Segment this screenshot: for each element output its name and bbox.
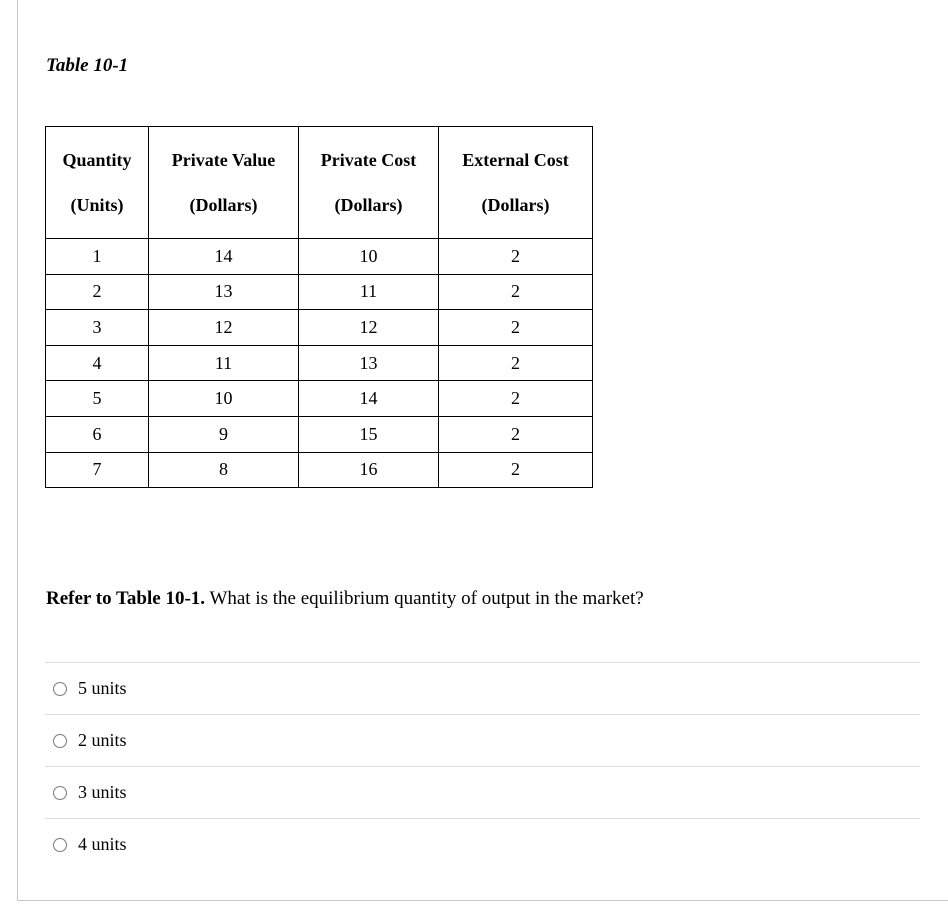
- cell-private-value: 10: [149, 381, 299, 417]
- header-private-value-unit: (Dollars): [189, 195, 258, 215]
- cell-external-cost: 2: [439, 310, 593, 346]
- table-row: [46, 416, 593, 452]
- data-table: [45, 126, 593, 488]
- cell-quantity: 2: [46, 274, 149, 310]
- cell-external-cost: 2: [439, 239, 593, 275]
- answer-option-5-units[interactable]: [45, 662, 920, 714]
- header-quantity-title: Quantity: [62, 150, 132, 170]
- cell-external-cost: 2: [439, 274, 593, 310]
- cell-quantity: 7: [46, 452, 149, 488]
- radio-button[interactable]: [53, 838, 67, 852]
- header-private-cost-title: Private Cost: [320, 150, 417, 170]
- question-text: [46, 588, 644, 610]
- cell-quantity: 1: [46, 239, 149, 275]
- cell-private-value: 11: [149, 345, 299, 381]
- cell-private-cost: 10: [299, 239, 439, 275]
- table-row: [46, 345, 593, 381]
- question-reference: Refer to Table 10-1.: [46, 588, 206, 609]
- header-external-cost-unit: (Dollars): [481, 195, 550, 215]
- header-external-cost: [439, 127, 593, 239]
- cell-external-cost: 2: [439, 452, 593, 488]
- header-private-cost-unit: (Dollars): [334, 195, 403, 215]
- cell-private-cost: 13: [299, 345, 439, 381]
- header-private-value-title: Private Value: [171, 150, 276, 170]
- cell-quantity: 5: [46, 381, 149, 417]
- cell-private-cost: 14: [299, 381, 439, 417]
- radio-button[interactable]: [53, 786, 67, 800]
- radio-button[interactable]: [53, 734, 67, 748]
- table-row: [46, 274, 593, 310]
- answer-option-label: 2 units: [78, 730, 127, 750]
- answer-option-4-units[interactable]: [45, 818, 920, 870]
- table-row: [46, 239, 593, 275]
- cell-private-value: 9: [149, 416, 299, 452]
- answer-options: [45, 662, 920, 870]
- answer-option-2-units[interactable]: [45, 714, 920, 766]
- answer-option-label: 5 units: [78, 678, 127, 698]
- answer-option-3-units[interactable]: [45, 766, 920, 818]
- table-header-row: [46, 127, 593, 239]
- cell-private-cost: 16: [299, 452, 439, 488]
- cell-external-cost: 2: [439, 345, 593, 381]
- radio-button[interactable]: [53, 682, 67, 696]
- cell-private-value: 13: [149, 274, 299, 310]
- cell-private-value: 12: [149, 310, 299, 346]
- table-row: [46, 452, 593, 488]
- header-private-cost: [299, 127, 439, 239]
- table-row: [46, 310, 593, 346]
- table-caption: Table 10-1: [46, 55, 129, 76]
- header-quantity: [46, 127, 149, 239]
- answer-option-label: 4 units: [78, 834, 127, 854]
- cell-quantity: 3: [46, 310, 149, 346]
- cell-private-cost: 12: [299, 310, 439, 346]
- cell-private-cost: 15: [299, 416, 439, 452]
- table-row: [46, 381, 593, 417]
- cell-private-value: 14: [149, 239, 299, 275]
- cell-private-value: 8: [149, 452, 299, 488]
- answer-option-label: 3 units: [78, 782, 127, 802]
- header-external-cost-title: External Cost: [462, 150, 569, 170]
- header-quantity-unit: (Units): [70, 195, 124, 215]
- cell-quantity: 4: [46, 345, 149, 381]
- cell-quantity: 6: [46, 416, 149, 452]
- cell-private-cost: 11: [299, 274, 439, 310]
- question-body: What is the equilibrium quantity of output in the market?: [205, 588, 644, 609]
- cell-external-cost: 2: [439, 381, 593, 417]
- cell-external-cost: 2: [439, 416, 593, 452]
- header-private-value: [149, 127, 299, 239]
